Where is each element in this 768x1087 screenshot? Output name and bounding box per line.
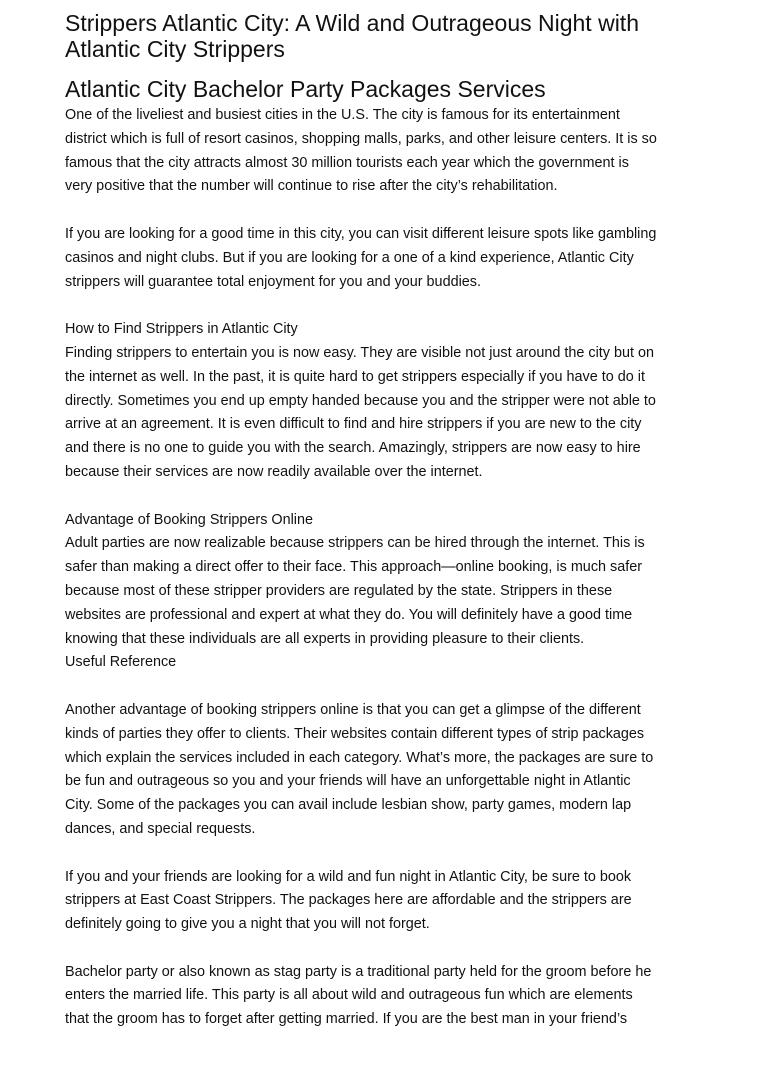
text-line: because their services are now readily available over the internet. xyxy=(65,463,483,480)
text-line: which explain the services included in each category. What’s more, the packages are sure to xyxy=(65,749,654,766)
paragraph xyxy=(65,104,715,199)
paragraph xyxy=(65,509,715,676)
document-title xyxy=(65,10,715,62)
text-line: because most of these stripper providers are regulated by the state. Strippers in these xyxy=(65,582,613,599)
paragraph-spacer xyxy=(65,485,715,509)
document-body xyxy=(65,104,715,1032)
paragraph-spacer xyxy=(65,842,715,866)
text-line: that the groom has to forget after getting married. If you are the best man in your friend’s xyxy=(65,1011,628,1028)
title-line: Atlantic City Strippers xyxy=(65,36,285,62)
text-line: definitely going to give you a night that you will not forget. xyxy=(65,916,430,933)
text-line: arrive at an agreement. It is even difficult to find and hire strippers if you are new to the city xyxy=(65,416,642,433)
text-line: Useful Reference xyxy=(65,654,177,671)
paragraph xyxy=(65,223,715,294)
text-line: knowing that these individuals are all experts in providing pleasure to their clients. xyxy=(65,630,585,647)
text-line: One of the liveliest and busiest cities in the U.S. The city is famous for its entertainment xyxy=(65,107,620,123)
text-line: and there is no one to guide you with the search. Amazingly, strippers are now easy to hire xyxy=(65,440,641,457)
text-line: enters the married life. This party is all about wild and outrageous fun which are elements xyxy=(65,987,633,1004)
text-line: directly. Sometimes you end up empty handed because you and the stripper were not able to xyxy=(65,392,656,409)
text-line: casinos and night clubs. But if you are looking for a one of a kind experience, Atlantic City xyxy=(65,249,634,266)
text-line: be fun and outrageous so you and your friends will have an unforgettable night in Atlantic xyxy=(65,773,631,790)
text-line: If you and your friends are looking for a wild and fun night in Atlantic City, be sure to book xyxy=(65,868,632,885)
text-line: Adult parties are now realizable because strippers can be hired through the internet. This is xyxy=(65,535,645,552)
paragraph xyxy=(65,699,715,842)
text-line: Finding strippers to entertain you is now easy. They are visible not just around the city but on xyxy=(65,344,655,361)
text-line: strippers will guarantee total enjoyment for you and your buddies. xyxy=(65,273,481,290)
text-line: Another advantage of booking strippers online is that you can get a glimpse of the different xyxy=(65,701,641,718)
document-page xyxy=(65,10,715,1032)
document-subtitle: Atlantic City Bachelor Party Packages Services xyxy=(65,76,546,102)
text-line: Advantage of Booking Strippers Online xyxy=(65,511,313,528)
paragraph-spacer xyxy=(65,199,715,223)
text-line: the internet as well. In the past, it is quite hard to get strippers especially if you have to do it xyxy=(65,368,645,385)
text-line: If you are looking for a good time in this city, you can visit different leisure spots like gambling xyxy=(65,225,657,242)
paragraph-spacer xyxy=(65,294,715,318)
paragraph xyxy=(65,866,715,937)
text-line: websites are professional and expert at what they do. You will definitely have a good time xyxy=(65,606,633,623)
title-line: Strippers Atlantic City: A Wild and Outrageous Night with xyxy=(65,10,639,36)
paragraph-spacer xyxy=(65,937,715,961)
text-line: famous that the city attracts almost 30 million tourists each year which the government is xyxy=(65,154,629,171)
paragraph xyxy=(65,318,715,485)
text-line: very positive that the number will continue to rise after the city’s rehabilitation. xyxy=(65,178,558,195)
paragraph xyxy=(65,961,715,1032)
text-line: Bachelor party or also known as stag party is a traditional party held for the groom before he xyxy=(65,963,652,980)
text-line: district which is full of resort casinos, shopping malls, parks, and other leisure centers. It is so xyxy=(65,130,657,147)
text-line: kinds of parties they offer to clients. Their websites contain different types of strip packages xyxy=(65,725,645,742)
paragraph-spacer xyxy=(65,675,715,699)
text-line: How to Find Strippers in Atlantic City xyxy=(65,321,298,338)
text-line: strippers at East Coast Strippers. The packages here are affordable and the strippers are xyxy=(65,892,632,909)
text-line: safer than making a direct offer to their face. This approach—online booking, is much safer xyxy=(65,559,643,576)
text-line: City. Some of the packages you can avail include lesbian show, party games, modern lap xyxy=(65,797,632,814)
text-line: dances, and special requests. xyxy=(65,820,256,837)
